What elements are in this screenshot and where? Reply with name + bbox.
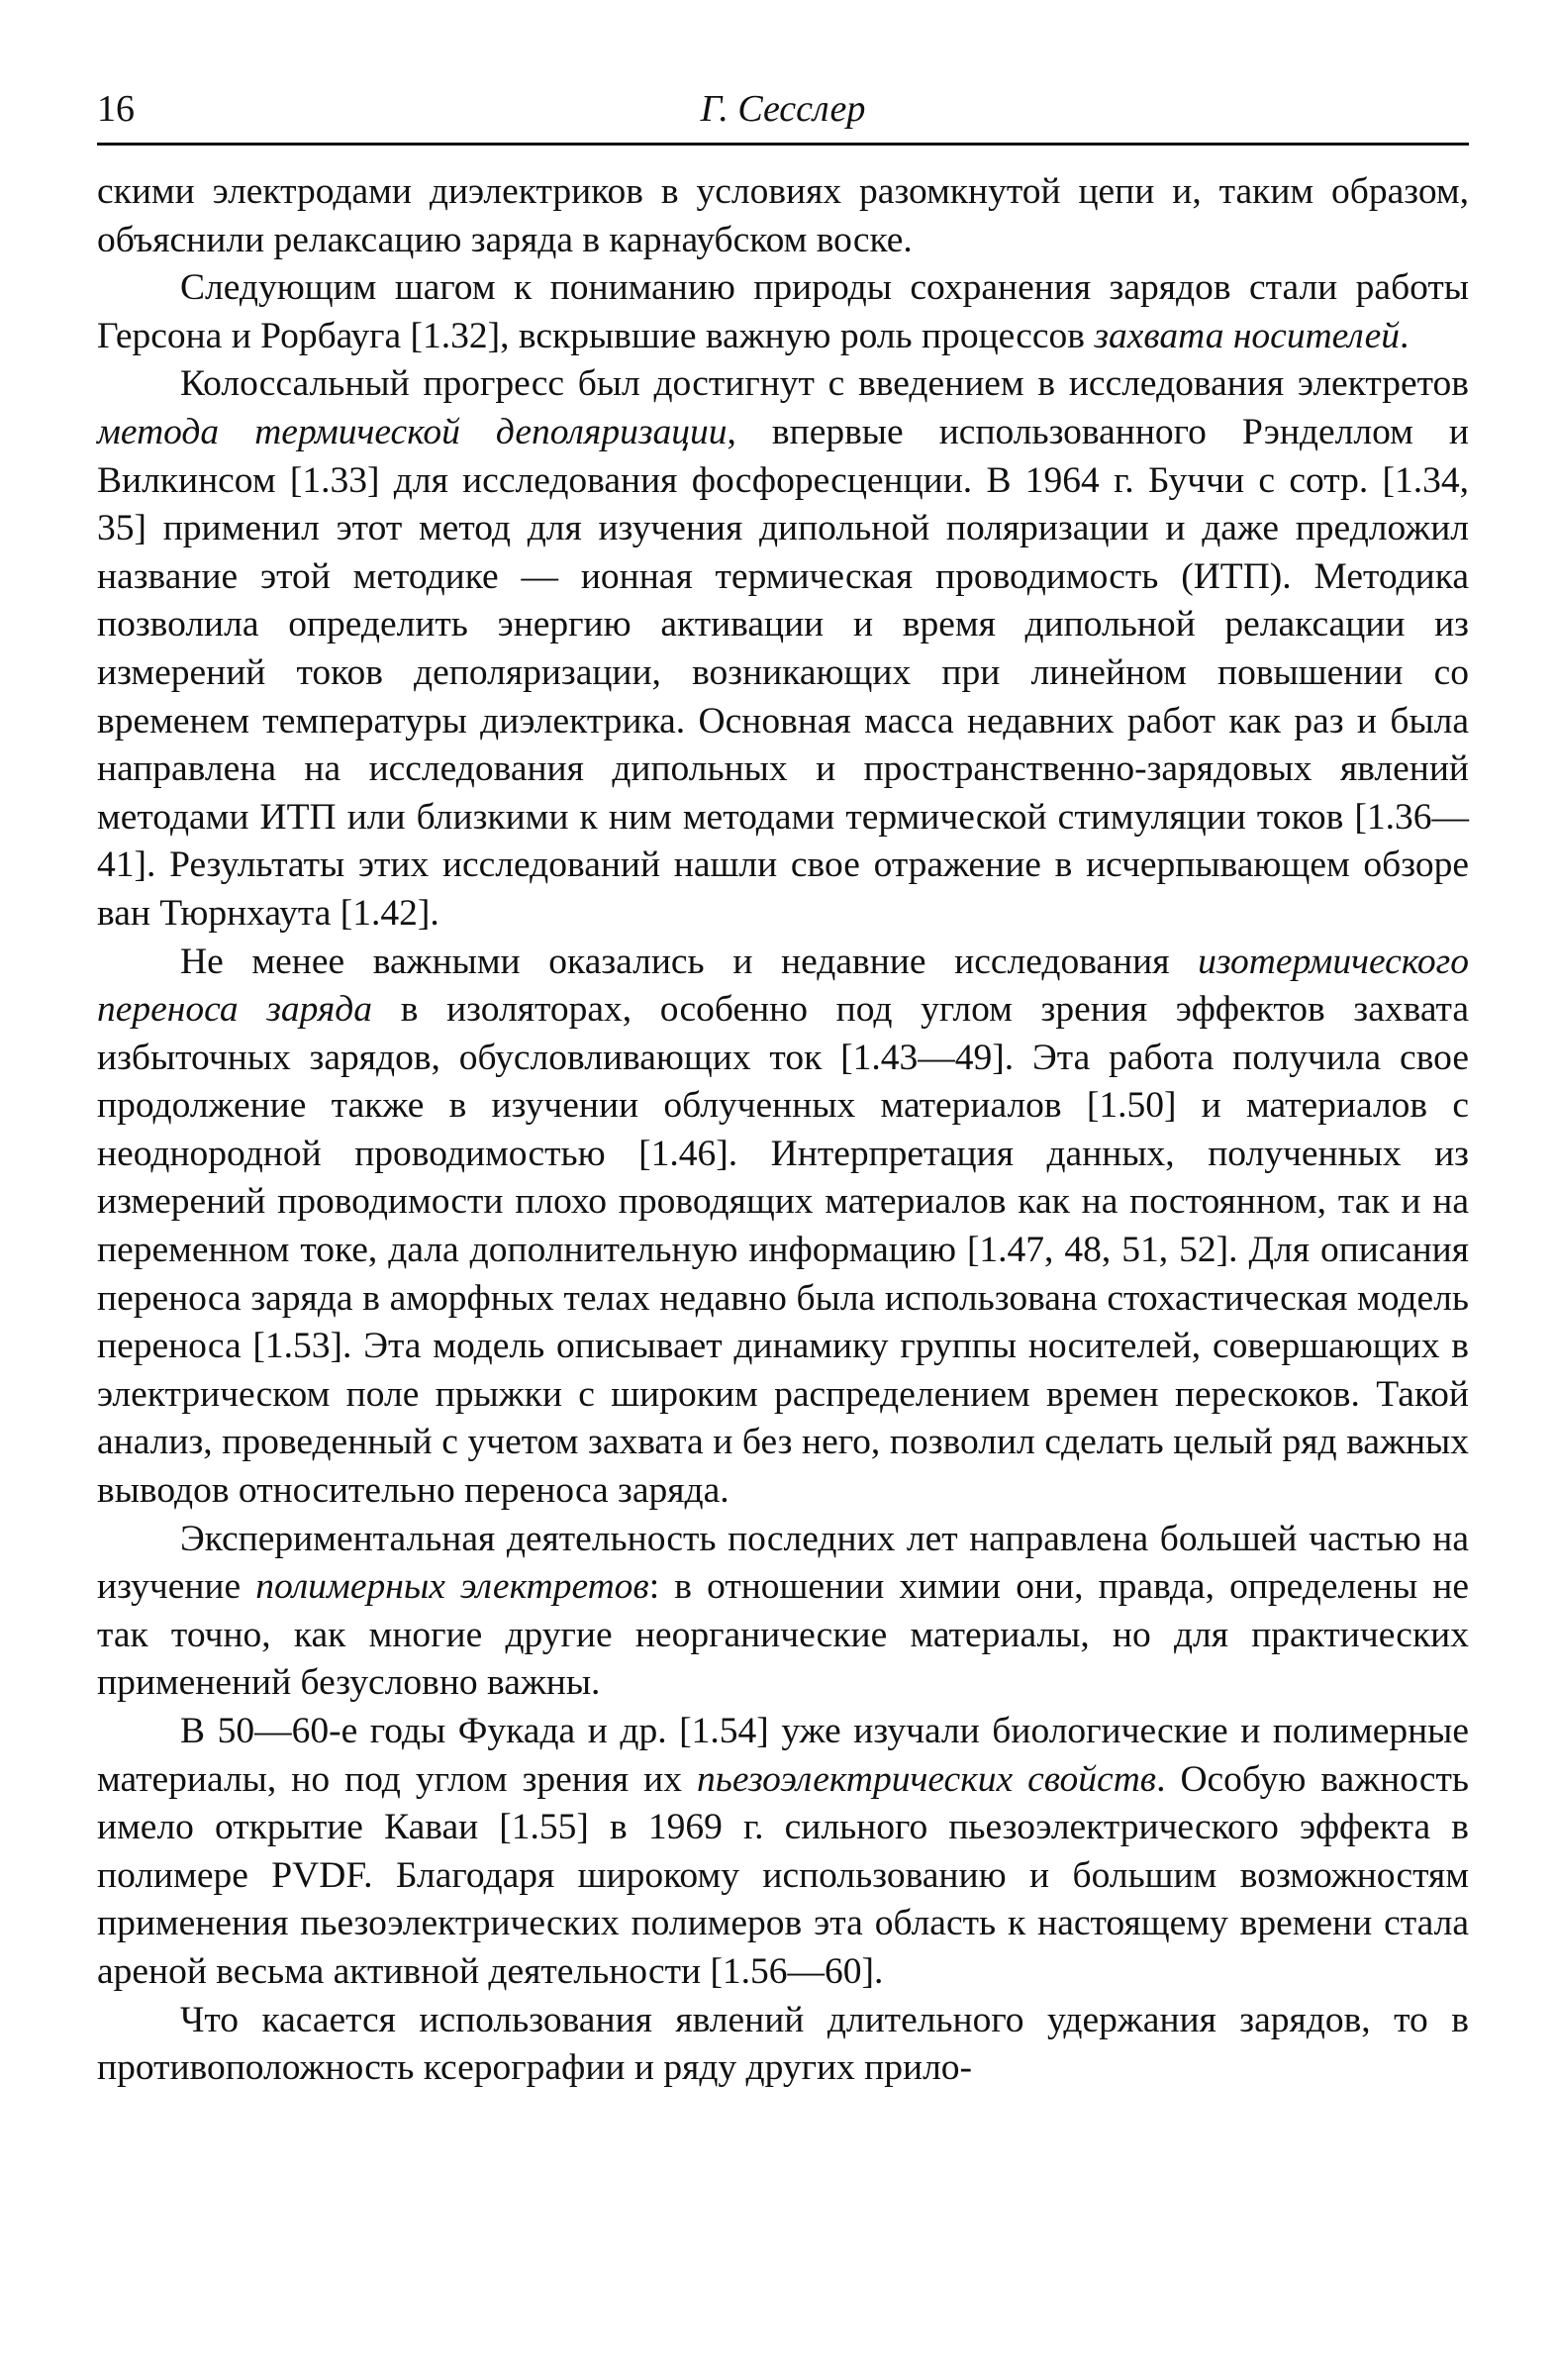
paragraph-text: : в отношении химии они, правда, определены не так точно, как многие другие неорганические материалы, но для практических применений безусловно важны. (97, 1566, 1469, 1704)
paragraph-text: Колоссальный прогресс был достигнут с введением в исследования электретов (180, 363, 1469, 405)
paragraph-text: Не менее важными оказались и недавние исследования (180, 941, 1199, 982)
italic-term: изотермического переноса заряда (97, 941, 1469, 1031)
paragraph-4 (97, 939, 1469, 1516)
paragraph-text: Что касается использования явлений длительного удержания зарядов, то в противоположность ксерографии и ряду других прило- (97, 1999, 1469, 2089)
paragraph-1 (97, 168, 1469, 264)
header-rule (97, 143, 1469, 146)
paragraph-text: Экспериментальная деятельность последних лет направлена большей частью на изучение (97, 1518, 1469, 1608)
paragraph-7 (97, 1997, 1469, 2093)
paragraph-5 (97, 1516, 1469, 1708)
paragraph-6 (97, 1708, 1469, 1997)
paragraph-text: скими электродами диэлектриков в условиях разомкнутой цепи и, таким образом, объяснили релаксацию заряда в карнаубском воске. (97, 171, 1469, 260)
body-text (97, 168, 1469, 2093)
italic-term: пьезоэлектрических свойств (697, 1758, 1157, 1800)
italic-term: метода термической деполяризации (97, 411, 728, 452)
page-number: 16 (97, 88, 135, 130)
paragraph-2 (97, 264, 1469, 360)
paragraph-text: , впервые использованного Рэнделлом и Вилкинсом [1.33] для исследования фосфоресценции. В 1964 г. Буччи с сотр. [1.34, 35] применил этот метод для изучения дипольной поляризации и даже предложил название этой методике — ионная термическая проводимость (ИТП). Методика позволила определить энергию активации и время дипольной релаксации из измерений токов деполяризации, возникающих при линейном повышении со временем температуры диэлектрика. Основная масса недавних работ как раз и была направлена на исследования дипольных и пространственно-зарядовых явлений методами ИТП или близкими к ним методами термической стимуляции токов [1.36—41]. Результаты этих исследований нашли свое отражение в исчерпывающем обзоре ван Тюрнхаута [1.42]. (97, 411, 1469, 934)
page-header (97, 79, 1469, 139)
italic-term: полимерных электретов (255, 1566, 649, 1608)
paragraph-3 (97, 360, 1469, 938)
italic-term: захвата носителей (1094, 315, 1401, 356)
paragraph-text: . Особую важность имело открытие Каваи [1.55] в 1969 г. сильного пьезоэлектрического эффекта в полимере PVDF. Благодаря широкому использованию и большим возможностям применения пьезоэлектрических полимеров эта область к настоящему времени стала ареной весьма активной деятельности [1.56—60]. (97, 1758, 1469, 1992)
paragraph-text: в изоляторах, особенно под углом зрения эффектов захвата избыточных зарядов, обусловливающих ток [1.43—49]. Эта работа получила свое продолжение также в изучении облученных материалов [1.50] и материалов с неоднородной проводимостью [1.46]. Интерпретация данных, полученных из измерений проводимости плохо проводящих материалов как на постоянном, так и на переменном токе, дала дополнительную информацию [1.47, 48, 51, 52]. Для описания переноса заряда в аморфных телах недавно была использована стохастическая модель переноса [1.53]. Эта модель описывает динамику группы носителей, совершающих в электрическом поле прыжки с широким распределением времен перескоков. Такой анализ, проведенный с учетом захвата и без него, позволил сделать целый ряд важных выводов относительно переноса заряда. (97, 989, 1469, 1512)
paragraph-text: В 50—60-е годы Фукада и др. [1.54] уже изучали биологические и полимерные материалы, но под углом зрения их (97, 1711, 1469, 1800)
running-head: Г. Сесслер (700, 88, 866, 130)
paragraph-text: . (1400, 315, 1410, 356)
paragraph-text: Следующим шагом к пониманию природы сохранения зарядов стали работы Герсона и Рорбауга [1.32], вскрывшие важную роль процессов (97, 267, 1469, 356)
